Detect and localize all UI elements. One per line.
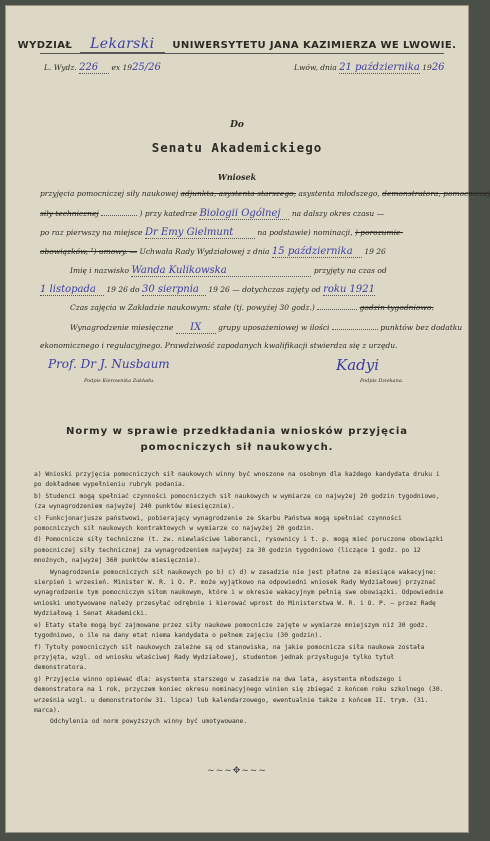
form-line-2: siły technicznej ) przy katedrze Biologii Ogólnej na dalszy okres czasu — (40, 208, 385, 219)
ref-number-hand: 226 (79, 62, 109, 74)
form-line-7: Czas zajęcia w Zakładzie naukowym: stałe (tj. powyżej 30 godz.) godzin tygodniowo. (70, 303, 434, 312)
faculty-name-handwritten: Lekarski (80, 36, 164, 53)
rule-f: f) Tytuły pomocniczych sił naukowych zależne są od stanowiska, na jakie pomocnicza siła naukowa została przyjęta, wzgl. od wniosku właściwej Rady Wydziałowej, studentom jednak przysługuje tylko tytuł demonstratora. (34, 643, 425, 672)
employed-since-hand: roku 1921 (323, 284, 376, 295)
form-line-8: Wynagrodzenie miesięczne IX grupy uposażeniowej w ilości punktów bez dodatku (70, 322, 463, 333)
document-page (6, 6, 490, 832)
rule-d: d) Pomocnicze siły techniczne (t. zw. niewlaściwe laboranci, rysownicy i t. p. mogą mieć poruczone obowiązki pomocniczej siły technicznej za wynagrodzeniem najwyżej za 30 godzin tygodniowo (liczące 1 godz. po 12 mnożnych, najwyżej 360 punktów miesięcznie). (34, 536, 444, 565)
end-date-hand: 30 sierpnia (142, 284, 206, 296)
address-senate: Senatu Akademickiego (151, 140, 323, 155)
rule-e: e) Etaty stałe mogą być zajmowane przez siły naukowe pomocnicze zajęte w wymiarze mniejszym niż 30 godz. tygodniowo, o ile na dany etat niema kandydata o pełnem zajęciu (30 godzin). (34, 621, 429, 640)
rule-g: g) Przyjęcie winno opiewać dla: asystenta starszego w zasadzie na dwa lata, asystenta młodszego i demonstratora na 1 rok, przyczem koniec okresu nominacyjnego winien się zbiegać z końcem roku szkolnego (30. września wzgl. u demonstratorów 31. lipca) lub kalendarzowego, ewentualnie także z końcem II. trym. (31. marca). (34, 675, 444, 714)
rules-body (34, 470, 444, 729)
reference-number: L. Wydz. 226 ex 1925/26 (44, 62, 161, 73)
address-to: Do (230, 120, 244, 130)
faculty-label: WYDZIAŁ (17, 40, 73, 51)
start-date-hand: 1 listopada (40, 284, 104, 296)
form-line-6: 1 listopada 19 26 do 30 sierpnia 19 26 — dotychczas zajęty od roku 1921 (40, 284, 376, 295)
salary-group-hand: IX (176, 322, 216, 334)
resolution-date-hand: 15 października (272, 246, 362, 258)
dean-signature-caption: Podpis Dziekana. (360, 378, 404, 384)
form-title: Wniosek (217, 172, 257, 182)
ornament: ~~~✥~~~ (207, 766, 267, 776)
head-signature-caption: Podpis Kierownika Zakładu. (84, 378, 155, 384)
name-hand: Wanda Kulikowska (131, 265, 311, 277)
rules-title-1: Normy w sprawie przedkładania wniosków przyjęcia (66, 426, 408, 437)
rules-title-2: pomocniczych sił naukowych. (140, 442, 334, 453)
place-date: Lwów, dnia 21 października 1926 (294, 62, 445, 73)
rule-a: a) Wnioski przyjęcia pomocniczych sił naukowych winny być wnoszone na osobnym dla każdego kandydata druku i po dokładnem wypełnieniu rubryk podania. (34, 471, 440, 489)
date-hand: 21 października (339, 62, 420, 73)
university-name: UNIWERSYTETU JANA KAZIMIERZA WE LWOWIE. (172, 40, 457, 51)
head-signature-hand: Prof. Dr J. Nusbaum (48, 357, 170, 371)
form-line-1: przyjęcia pomocniczej siły naukowej adjunkta, asystenta starszego, asystenta młodszego, demonstratora, pomocniczej (40, 189, 490, 198)
form-line-5: Imię i nazwisko Wanda Kulikowska przyjęty na czas od (70, 265, 387, 276)
department-hand: Biologii Ogólnej (199, 208, 289, 220)
dean-signature-hand: Kadyi (336, 356, 380, 374)
header-rule (40, 53, 444, 54)
rule-c: c) Funkcjonarjusze państwowi, pobierający wynagrodzenie ze Skarbu Państwa mogą spełniać czynności pomocniczych sił naukowych kontraktowych w wymiarze co najwyżej 20 godzin. (34, 514, 402, 533)
predecessor-hand: Dr Emy Gielmunt (145, 227, 255, 239)
form-line-9: ekonomicznego i regulacyjnego. Prawdziwość zapodanych kwalifikacji stwierdza się z urzędu. (40, 341, 398, 350)
form-line-4: obowiązków, ²) umowy. — Uchwała Rady Wydziałowej z dnia 15 października 19 26 (40, 246, 386, 257)
form-line-3: po raz pierwszy na miejsce Dr Emy Gielmunt na podstawie) nominacji, ) porozumie- (40, 227, 403, 238)
rule-wages: Wynagrodzenie pomocniczych sił naukowych po b) c) d) w zasadzie nie jest płatne za miesiące wakacyjne: sierpień i wrzesień. Minister W. R. i O. P. może wyjątkowo na odpowiedni wniosek Rady Wydziałowej przyznać wynagrodzenie tym pomocniczym siłom naukowym, które i w okresie wakacyjnym pełnią swe obowiązki. Odpowiednie wnioski umotywowane należy przesyłać odrębnie i kierować wprost do Ministerstwa W. R. i O. P. — przez Radę Wydziałową i Senat Akademicki. (34, 568, 444, 618)
rule-deviations: Odchylenia od norm powyższych winny być umotywowane. (50, 718, 248, 726)
rule-b: b) Studenci mogą spełniać czynności pomocniczych sił naukowych w wymiarze co najwyżej 20 godzin tygodniowo, (za wynagrodzeniem najwyżej 240 punktów miesięcznie). (34, 492, 440, 511)
letterhead (6, 36, 468, 52)
